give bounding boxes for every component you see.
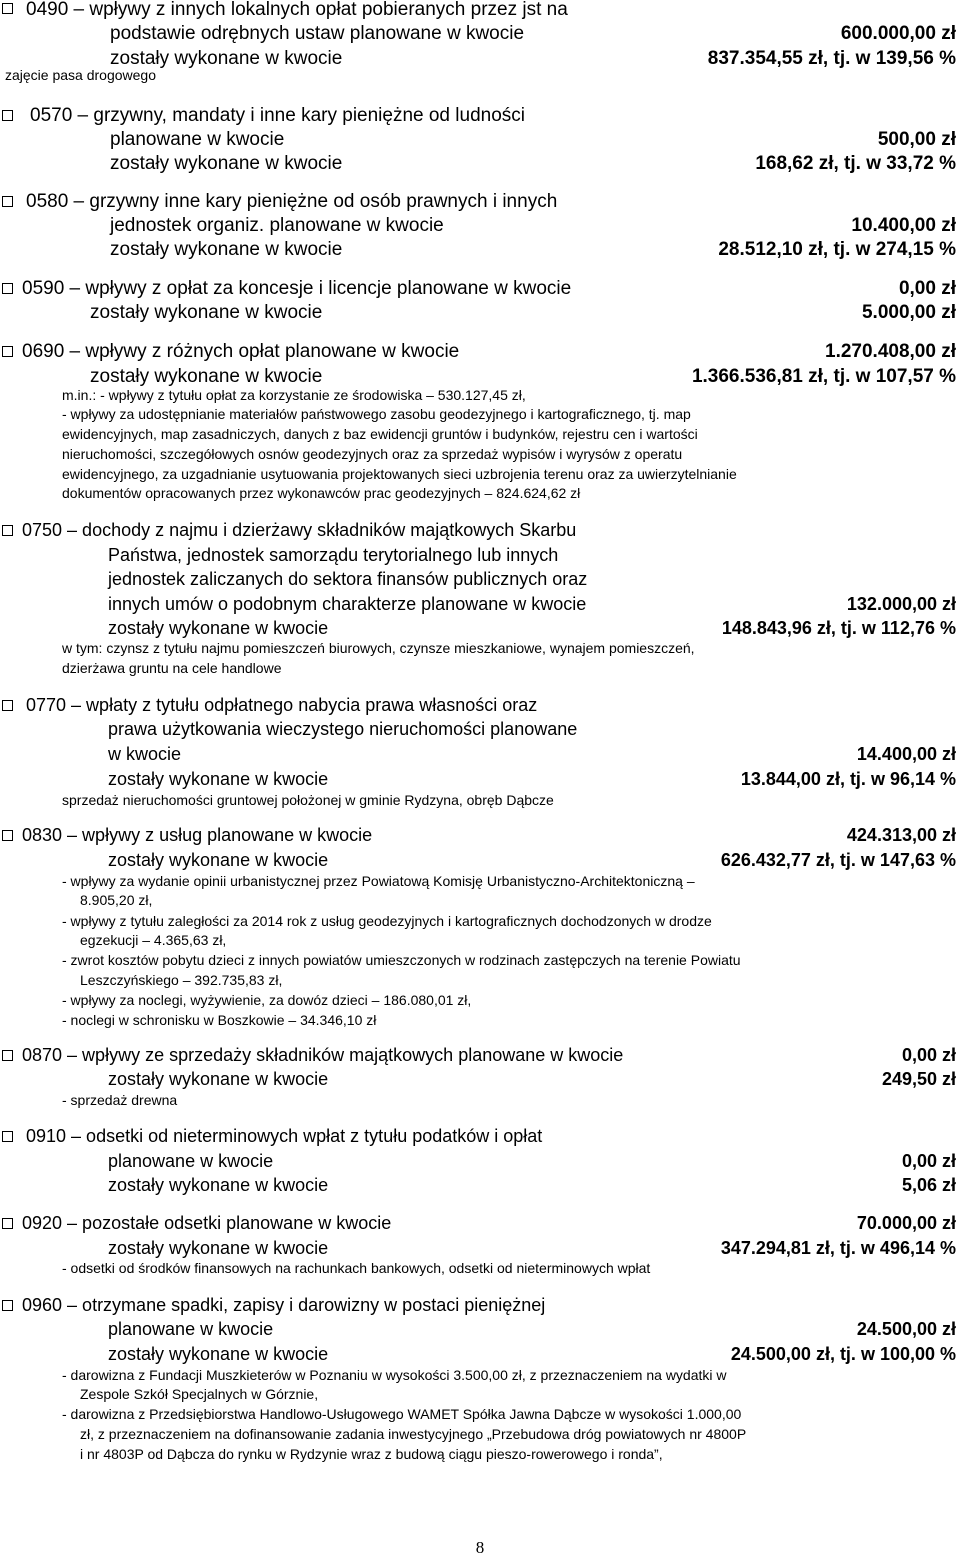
section-0960-note-1-cont: Zespole Szkół Specjalnych w Górznie, [80, 1386, 319, 1402]
section-0920-note: - odsetki od środków finansowych na rachunkach bankowych, odsetki od nieterminowych wpłat [62, 1260, 651, 1276]
section-0750-planned-label: innych umów o podobnym charakterze planowane w kwocie [108, 594, 587, 614]
section-0690-note-4: nieruchomości, szczegółowych osnów geodezyjnych oraz za sprzedaż wypisów i wyrysów z operatu [62, 446, 683, 462]
section-0830-planned-amount: 424.313,00 zł [846, 825, 956, 845]
section-0910-planned-amount: 0,00 zł [901, 1151, 956, 1171]
section-0690-note-1: m.in.: - wpływy z tytułu opłat za korzystanie ze środowiska – 530.127,45 zł, [62, 387, 526, 403]
section-0770-executed-label: zostały wykonane w kwocie [108, 769, 329, 789]
section-0830-note-5: - noclegi w schronisku w Boszkowie – 34.346,10 zł [62, 1012, 377, 1028]
section-0490-planned-label: podstawie odrębnych ustaw planowane w kwocie [110, 23, 525, 44]
section-0960-executed-amount: 24.500,00 zł, tj. w 100,00 % [730, 1344, 956, 1364]
section-0870-executed-amount: 249,50 zł [881, 1069, 956, 1089]
section-0960-title: 0960 – otrzymane spadki, zapisy i darowizny w postaci pieniężnej [22, 1295, 546, 1315]
section-0580-planned-amount: 10.400,00 zł [851, 215, 956, 236]
section-0490-title: 0490 – wpływy z innych lokalnych opłat pobieranych przez jst na [26, 0, 568, 20]
section-0830-note-2-cont: egzekucji – 4.365,63 zł, [80, 932, 227, 948]
section-0750-note-2: dzierżawa gruntu na cele handlowe [62, 660, 282, 676]
section-0830-executed-amount: 626.432,77 zł, tj. w 147,63 % [720, 850, 956, 870]
section-0920-executed-label: zostały wykonane w kwocie [108, 1238, 329, 1258]
section-0770-planned-label: w kwocie [108, 744, 182, 764]
section-0910-planned-label: planowane w kwocie [108, 1151, 274, 1171]
section-0580-executed-label: zostały wykonane w kwocie [110, 239, 343, 260]
section-0870-planned-amount: 0,00 zł [901, 1045, 956, 1065]
section-0830-note-1: - wpływy za wydanie opinii urbanistycznej przez Powiatową Komisję Urbanistyczno-Architektoniczną – [62, 873, 695, 889]
square-bullet-icon [2, 196, 13, 207]
section-0870-title: 0870 – wpływy ze sprzedaży składników majątkowych planowane w kwocie [22, 1045, 624, 1065]
square-bullet-icon [2, 1131, 13, 1142]
square-bullet-icon [2, 525, 13, 536]
section-0770-title: 0770 – wpłaty z tytułu odpłatnego nabycia prawa własności oraz [26, 695, 538, 715]
section-0770-title-2: prawa użytkowania wieczystego nieruchomości planowane [108, 719, 578, 739]
section-0770-note: sprzedaż nieruchomości gruntowej położonej w gminie Rydzyna, obręb Dąbcze [62, 792, 554, 808]
section-0590-executed-amount: 5.000,00 zł [861, 302, 956, 323]
section-0750-note-1: w tym: czynsz z tytułu najmu pomieszczeń biurowych, czynsze mieszkaniowe, wynajem pomieszczeń, [62, 640, 695, 656]
section-0830-executed-label: zostały wykonane w kwocie [108, 850, 329, 870]
square-bullet-icon [2, 346, 13, 357]
section-0910-title: 0910 – odsetki od nieterminowych wpłat z tytułu podatków i opłat [26, 1126, 543, 1146]
section-0870-executed-label: zostały wykonane w kwocie [108, 1069, 329, 1089]
section-0830-note-3-cont: Leszczyńskiego – 392.735,83 zł, [80, 972, 283, 988]
section-0570-executed-label: zostały wykonane w kwocie [110, 153, 343, 174]
section-0490-note: zajęcie pasa drogowego [5, 67, 156, 83]
section-0690-note-2: - wpływy za udostępnianie materiałów państwowego zasobu geodezyjnego i kartograficznego, tj. map [62, 406, 691, 422]
section-0490-executed-amount: 837.354,55 zł, tj. w 139,56 % [707, 48, 956, 69]
section-0570-executed-amount: 168,62 zł, tj. w 33,72 % [755, 153, 956, 174]
section-0960-executed-label: zostały wykonane w kwocie [108, 1344, 329, 1364]
section-0570-planned-amount: 500,00 zł [877, 129, 956, 150]
section-0920-executed-amount: 347.294,81 zł, tj. w 496,14 % [720, 1238, 956, 1258]
section-0590-executed-label: zostały wykonane w kwocie [90, 302, 323, 323]
square-bullet-icon [2, 1218, 13, 1229]
square-bullet-icon [2, 830, 13, 841]
square-bullet-icon [2, 700, 13, 711]
section-0690-note-6: dokumentów opracowanych przez wykonawców prac geodezyjnych – 824.624,62 zł [62, 485, 581, 501]
section-0750-title-3: jednostek zaliczanych do sektora finansów publicznych oraz [108, 569, 588, 589]
section-0690-planned-amount: 1.270.408,00 zł [825, 341, 956, 362]
section-0960-note-2-cont: zł, z przeznaczeniem na dofinansowanie zadania inwestycyjnego „Przebudowa dróg powiatowych nr 4800P [80, 1426, 747, 1442]
section-0960-note-2-cont-2: i nr 4803P od Dąbcza do rynku w Rydzynie wraz z budową ciągu pieszo-rowerowego i ronda”, [80, 1446, 663, 1462]
section-0960-planned-label: planowane w kwocie [108, 1319, 274, 1339]
section-0580-title: 0580 – grzywny inne kary pieniężne od osób prawnych i innych [26, 191, 558, 212]
section-0590-planned-amount: 0,00 zł [898, 278, 956, 299]
section-0750-title-2: Państwa, jednostek samorządu terytorialnego lub innych [108, 545, 559, 565]
section-0830-note-4: - wpływy za noclegi, wyżywienie, za dowóz dzieci – 186.080,01 zł, [62, 992, 472, 1008]
section-0750-executed-amount: 148.843,96 zł, tj. w 112,76 % [721, 618, 956, 638]
square-bullet-icon [2, 110, 13, 121]
section-0750-planned-amount: 132.000,00 zł [846, 594, 956, 614]
section-0830-title: 0830 – wpływy z usług planowane w kwocie [22, 825, 373, 845]
section-0750-title: 0750 – dochody z najmu i dzierżawy składników majątkowych Skarbu [22, 520, 577, 540]
section-0910-executed-label: zostały wykonane w kwocie [108, 1175, 329, 1195]
section-0590-title: 0590 – wpływy z opłat za koncesje i licencje planowane w kwocie [22, 278, 572, 299]
section-0770-planned-amount: 14.400,00 zł [856, 744, 956, 764]
section-0490-executed-label: zostały wykonane w kwocie [110, 48, 343, 69]
section-0870-note: - sprzedaż drewna [62, 1092, 178, 1108]
section-0690-executed-amount: 1.366.536,81 zł, tj. w 107,57 % [691, 366, 956, 387]
section-0580-planned-label: jednostek organiz. planowane w kwocie [110, 215, 444, 236]
section-0920-title: 0920 – pozostałe odsetki planowane w kwocie [22, 1213, 392, 1233]
section-0910-executed-amount: 5,06 zł [901, 1175, 956, 1195]
section-0960-note-1: - darowizna z Fundacji Muszkieterów w Poznaniu w wysokości 3.500,00 zł, z przeznaczeniem na wydatki w [62, 1367, 727, 1383]
section-0690-title: 0690 – wpływy z różnych opłat planowane w kwocie [22, 341, 460, 362]
section-0690-executed-label: zostały wykonane w kwocie [90, 366, 323, 387]
section-0830-note-3: - zwrot kosztów pobytu dzieci z innych powiatów umieszczonych w rodzinach zastępczych na terenie Powiatu [62, 952, 741, 968]
section-0490-planned-amount: 600.000,00 zł [840, 23, 956, 44]
section-0570-planned-label: planowane w kwocie [110, 129, 285, 150]
section-0960-planned-amount: 24.500,00 zł [856, 1319, 956, 1339]
section-0690-note-5: ewidencyjnego, za uzgadnianie usytuowania projektowanych sieci uzbrojenia terenu oraz za uwierzytelnianie [62, 466, 737, 482]
square-bullet-icon [2, 1300, 13, 1311]
section-0770-executed-amount: 13.844,00 zł, tj. w 96,14 % [740, 769, 956, 789]
section-0960-note-2: - darowizna z Przedsiębiorstwa Handlowo-Usługowego WAMET Spółka Jawna Dąbcze w wysokości 1.000,00 [62, 1406, 742, 1422]
square-bullet-icon [2, 283, 13, 294]
square-bullet-icon [2, 1050, 13, 1061]
square-bullet-icon [2, 3, 13, 14]
section-0830-note-1-cont: 8.905,20 zł, [80, 892, 153, 908]
section-0570-title: 0570 – grzywny, mandaty i inne kary pieniężne od ludności [30, 105, 525, 126]
section-0920-planned-amount: 70.000,00 zł [856, 1213, 956, 1233]
page-number: 8 [475, 1538, 485, 1557]
section-0750-executed-label: zostały wykonane w kwocie [108, 618, 329, 638]
section-0830-note-2: - wpływy z tytułu zaległości za 2014 rok z usług geodezyjnych i kartograficznych dochodzonych w drodze [62, 913, 712, 929]
section-0690-note-3: ewidencyjnych, map zasadniczych, danych z baz ewidencji gruntów i budynków, rejestru cen i wartości [62, 426, 698, 442]
section-0580-executed-amount: 28.512,10 zł, tj. w 274,15 % [718, 239, 956, 260]
